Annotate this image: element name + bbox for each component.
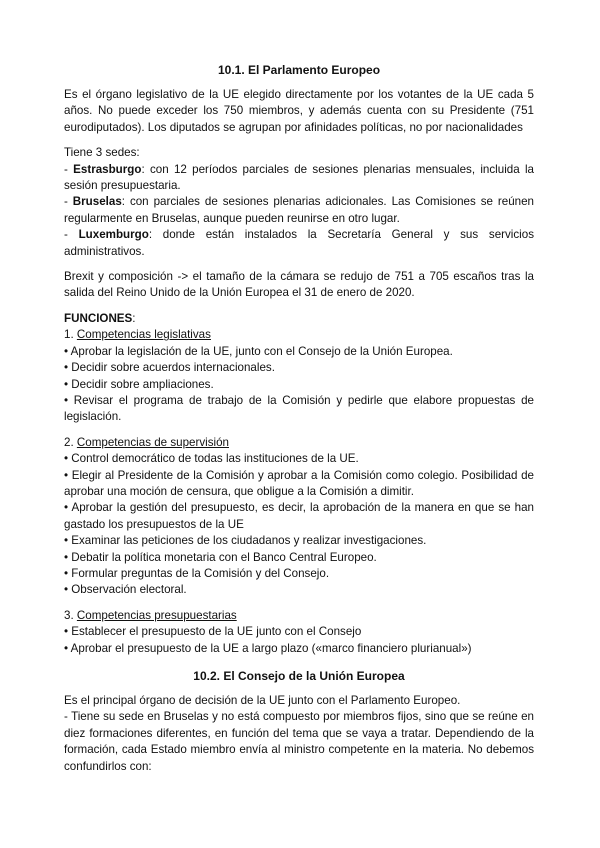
section-2-title: 10.2. El Consejo de la Unión Europea [193, 669, 405, 683]
seat-luxembourg: - Luxemburgo: donde están instalados la Secretaría General y sus servicios administrativos. [64, 228, 534, 258]
seat-name: Bruselas [72, 195, 122, 209]
seat-strasbourg: - Estrasburgo: con 12 períodos parciales de sesiones plenarias mensuales, incluida la sesión presupuestaria. [64, 162, 534, 193]
list-item: • Aprobar el presupuesto de la UE a largo plazo («marco financiero plurianual») [64, 641, 472, 655]
competence-group-supervision [64, 435, 534, 599]
seats-intro: Tiene 3 sedes: [64, 146, 140, 160]
list-item: • Debatir la política monetaria con el Banco Central Europeo. [64, 550, 377, 564]
seat-name: Estrasburgo [73, 162, 142, 176]
section-1-title: 10.1. El Parlamento Europeo [217, 63, 381, 77]
section-2-paragraph: - Tiene su sede en Bruselas y no está compuesto por miembros fijos, sino que se reúne en diez formaciones diferentes, en función del tema que se vaya a tratar. Dependiendo de la formación, cada Estado miembro envía al ministro competente en la materia. No debemos confundirlos con: [64, 710, 534, 773]
competence-group-legislative [64, 327, 534, 425]
list-item: • Decidir sobre acuerdos internacionales. [64, 361, 275, 375]
brexit-paragraph: Brexit y composición -> el tamaño de la cámara se redujo de 751 a 705 escaños tras la salida del Reino Unido de la Unión Europea el 31 de enero de 2020. [64, 270, 534, 300]
competence-group-budget [64, 608, 534, 657]
section-2-paragraph: Es el principal órgano de decisión de la UE junto con el Parlamento Europeo. [64, 694, 461, 707]
seat-name: Luxemburgo [78, 228, 149, 242]
competence-title: 2. Competencias de supervisión [64, 435, 229, 449]
list-item: • Examinar las peticiones de los ciudadanos y realizar investigaciones. [64, 534, 427, 548]
list-item: • Control democrático de todas las instituciones de la UE. [64, 452, 359, 466]
list-item: • Decidir sobre ampliaciones. [64, 377, 214, 391]
list-item: • Revisar el programa de trabajo de la Comisión y pedirle que elabore propuestas de legislación. [64, 393, 534, 424]
competence-title: 1. Competencias legislativas [64, 328, 211, 342]
list-item: • Formular preguntas de la Comisión y del Consejo. [64, 566, 330, 580]
competence-title: 3. Competencias presupuestarias [64, 608, 237, 622]
list-item: • Aprobar la legislación de la UE, junto con el Consejo de la Unión Europea. [64, 344, 453, 358]
section-1-intro: Es el órgano legislativo de la UE elegido directamente por los votantes de la UE cada 5 años. No puede exceder los 750 miembros, y además cuenta con su Presidente (751 eurodiputados). Los diputados se agrupan por afinidades políticas, no por nacionalidades [64, 88, 534, 134]
list-item: • Elegir al Presidente de la Comisión y aprobar a la Comisión como colegio. Posibilidad de aprobar una moción de censura, que obligue a la Comisión a dimitir. [64, 468, 534, 498]
functions-heading: FUNCIONES: [64, 311, 136, 325]
list-item: • Aprobar la gestión del presupuesto, es decir, la aprobación de la manera en que se han gastado los presupuestos de la UE [64, 501, 534, 531]
list-item: • Establecer el presupuesto de la UE junto con el Consejo [64, 625, 362, 639]
seat-brussels: - Bruselas: con parciales de sesiones plenarias adicionales. Las Comisiones se reúnen regularmente en Bruselas, aunque pueden reunirse en otro lugar. [64, 195, 534, 225]
document-page [64, 62, 534, 775]
list-item: • Observación electoral. [64, 583, 187, 597]
